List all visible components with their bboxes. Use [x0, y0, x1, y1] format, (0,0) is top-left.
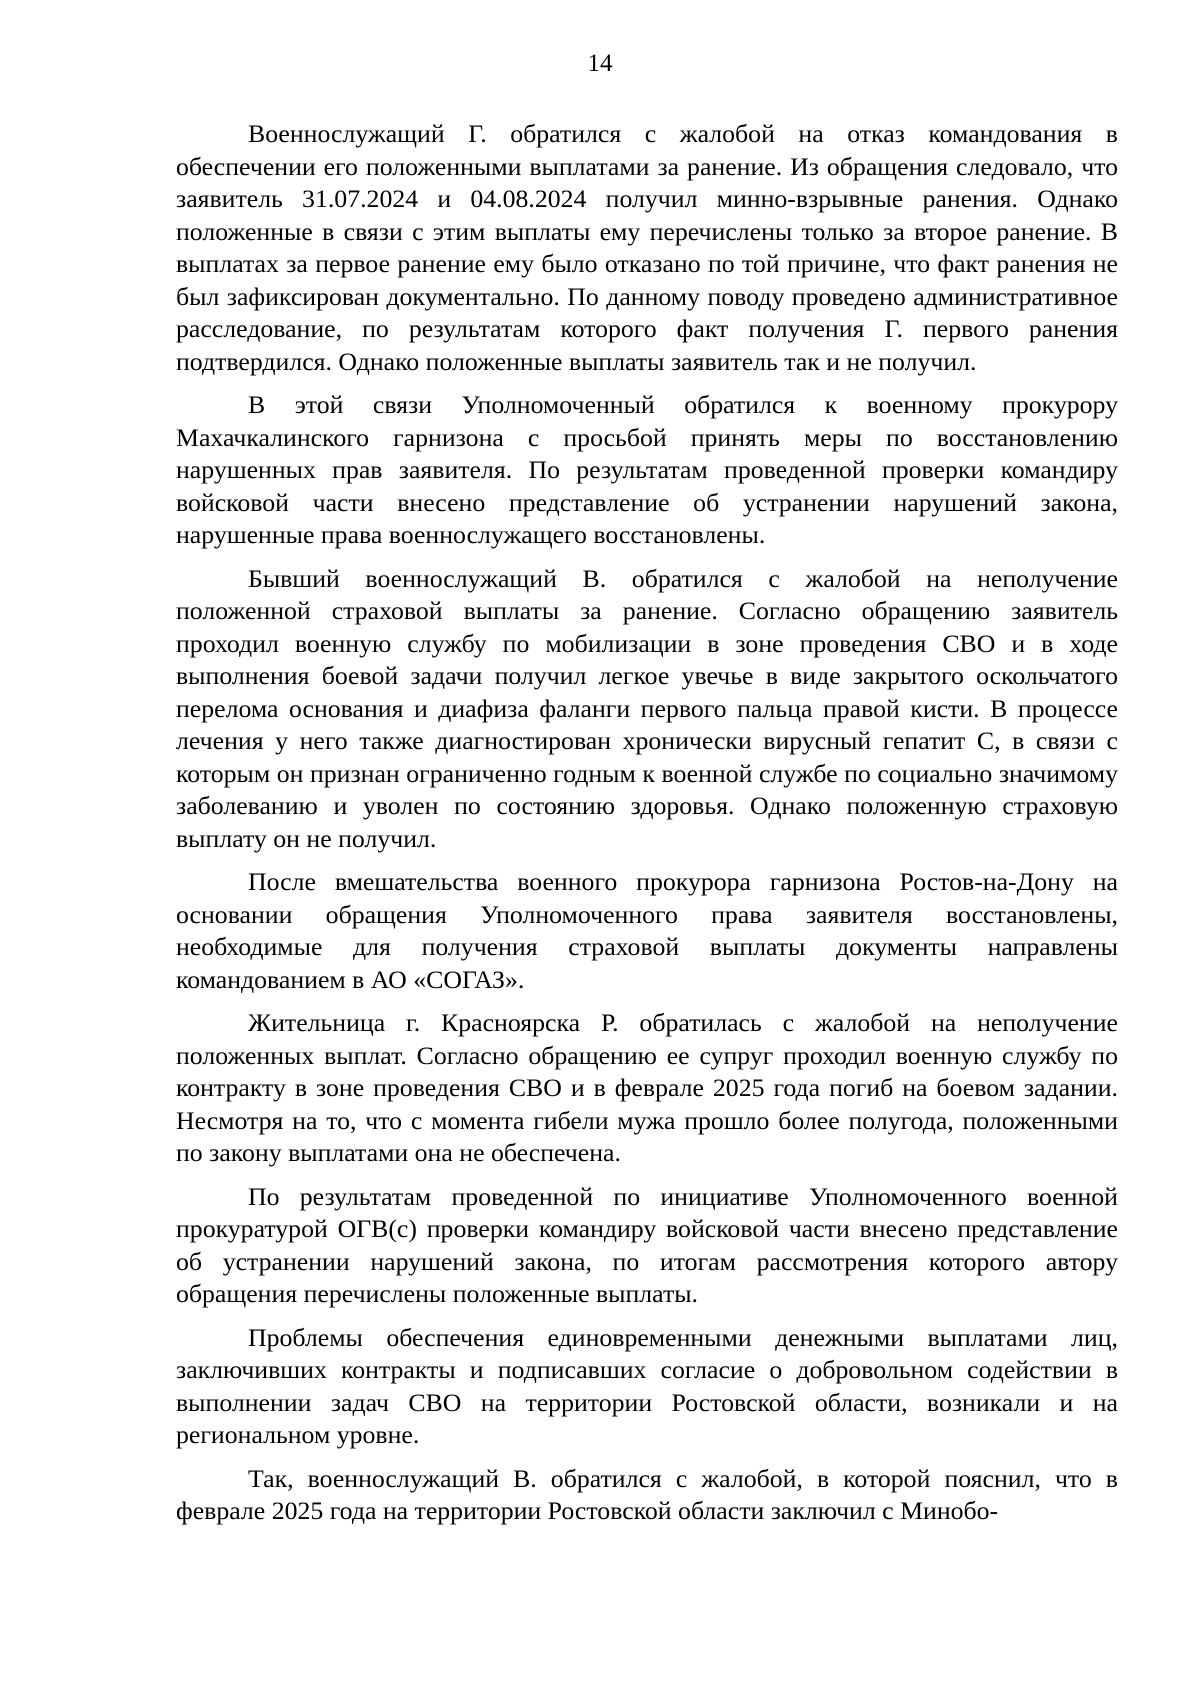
paragraph: По результатам проведенной по инициативе Уполномоченного военной прокуратурой ОГВ(с) проверки командиру войсковой части внесено представление об устранении нарушений закона, по итогам рассмотрения которого автору обращения перечислены положенные выплаты. [176, 1181, 1118, 1308]
paragraph: После вмешательства военного прокурора гарнизона Ростов-на-Дону на основании обращения Уполномоченного права заявителя восстановлены, необходимые для получения страховой выплаты документы направлены командованием в АО «СОГАЗ». [176, 867, 1118, 994]
paragraph: Военнослужащий Г. обратился с жалобой на отказ командования в обеспечении его положенными выплатами за ранение. Из обращения следовало, что заявитель 31.07.2024 и 04.08.2024 получил минно-взрывные ранения. Однако положенные в связи с этим выплаты ему перечислены только за второе ранение. В выплатах за первое ранение ему было отказано по той причине, что факт ранения не был зафиксирован документально. По данному поводу проведено административное расследование, по результатам которого факт получения Г. первого ранения подтвердился. Однако положенные выплаты заявитель так и не получил. [176, 119, 1118, 376]
paragraph: Проблемы обеспечения единовременными денежными выплатами лиц, заключивших контракты и подписавших согласие о добровольном содействии в выполнении задач СВО на территории Ростовской области, возникали и на региональном уровне. [176, 1322, 1118, 1449]
paragraph: Жительница г. Красноярска Р. обратилась с жалобой на неполучение положенных выплат. Согласно обращению ее супруг проходил военную службу по контракту в зоне проведения СВО и в феврале 2025 года погиб на боевом задании. Несмотря на то, что с момента гибели мужа прошло более полугода, положенными по закону выплатами она не обеспечена. [176, 1008, 1118, 1167]
paragraph: Так, военнослужащий В. обратился с жалобой, в которой пояснил, что в феврале 2025 года на территории Ростовской области заключил с Минобо- [176, 1463, 1118, 1525]
document-body [176, 118, 1118, 1528]
page-number: 14 [587, 50, 613, 77]
paragraph: Бывший военнослужащий В. обратился с жалобой на неполучение положенной страховой выплаты за ранение. Согласно обращению заявитель проходил военную службу по мобилизации в зоне проведения СВО и в ходе выполнения боевой задачи получил легкое увечье в виде закрытого оскольчатого перелома основания и диафиза фаланги первого пальца правой кисти. В процессе лечения у него также диагностирован хронически вирусный гепатит С, в связи с которым он признан ограниченно годным к военной службе по социально значимому заболеванию и уволен по состоянию здоровья. Однако положенную страховую выплату он не получил. [176, 563, 1118, 853]
paragraph: В этой связи Уполномоченный обратился к военному прокурору Махачкалинского гарнизона с просьбой принять меры по восстановлению нарушенных прав заявителя. По результатам проведенной проверки командиру войсковой части внесено представление об устранении нарушений закона, нарушенные права военнослужащего восстановлены. [176, 390, 1118, 549]
